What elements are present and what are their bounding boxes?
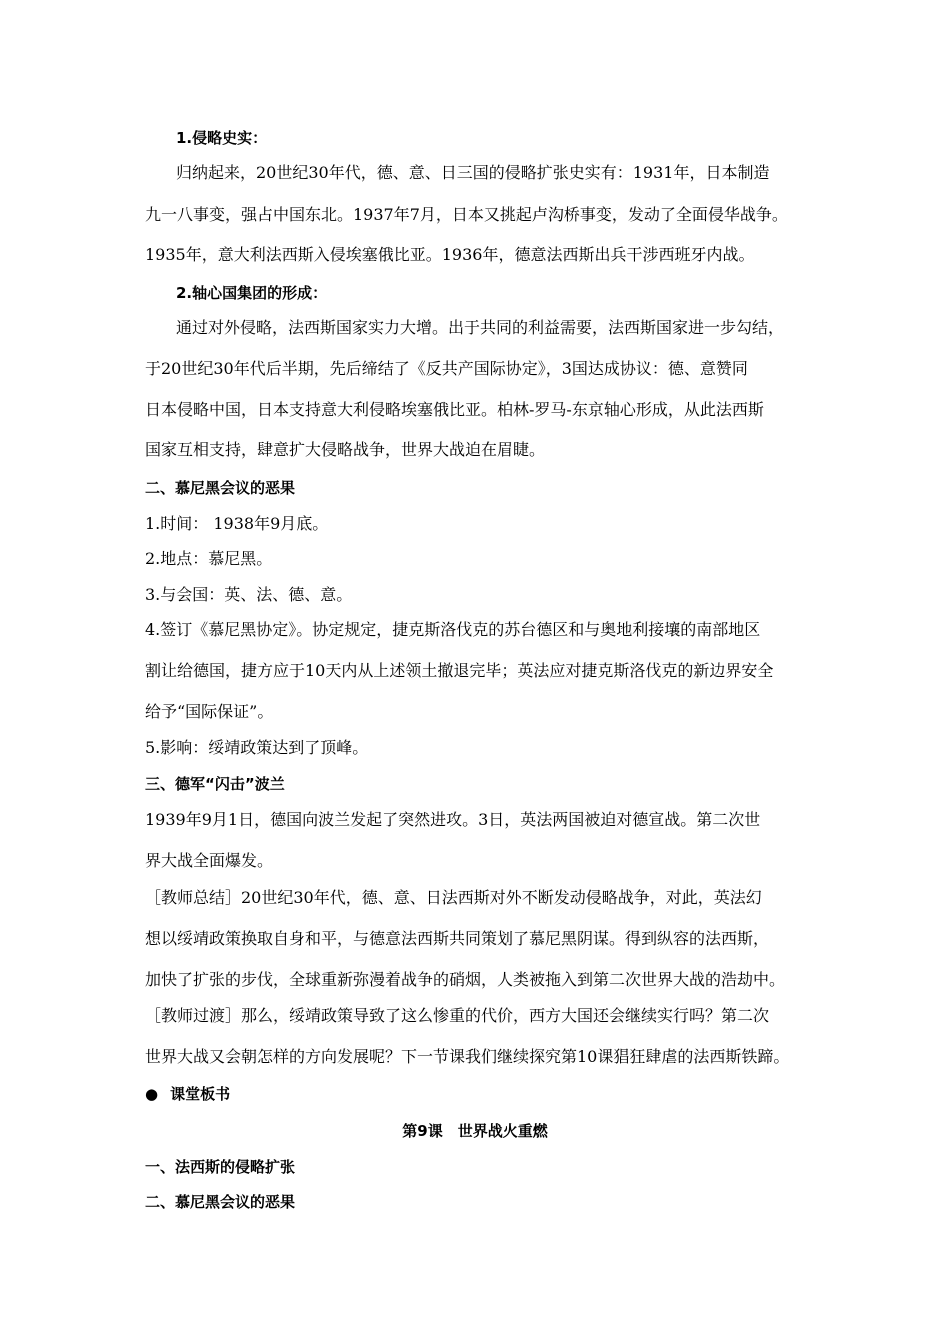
section-heading-munich: 二、慕尼黑会议的恶果 — [145, 479, 296, 497]
section-heading-blitz: 三、德军“闪击”波兰 — [145, 775, 285, 793]
list-item: 3.与会国：英、法、德、意。 — [145, 585, 353, 604]
paragraph-line: 通过对外侵略，法西斯国家实力大增。出于共同的利益需要，法西斯国家进一步勾结， — [176, 318, 785, 337]
board-item: 一、法西斯的侵略扩张 — [145, 1158, 296, 1176]
board-item: 二、慕尼黑会议的恶果 — [145, 1193, 296, 1211]
list-item: 2.地点：慕尼黑。 — [145, 549, 273, 568]
paragraph-line: 国家互相支持，肆意扩大侵略战争，世界大战迫在眉睫。 — [145, 440, 546, 459]
paragraph-line: 日本侵略中国，日本支持意大利侵略埃塞俄比亚。柏林-罗马-东京轴心形成，从此法西斯 — [145, 400, 764, 419]
subsection-heading-aggression: 1.侵略史实： — [176, 129, 268, 147]
list-item: 1.时间： 1938年9月底。 — [145, 514, 329, 533]
board-title: 第9课 世界战火重燃 — [402, 1122, 548, 1140]
teacher-summary-line: 加快了扩张的步伐，全球重新弥漫着战争的硝烟，人类被拖入到第二次世界大战的浩劫中。 — [145, 970, 786, 989]
paragraph-line: 于20世纪30年代后半期，先后缔结了《反共产国际协定》，3国达成协议：德、意赞同 — [145, 359, 748, 378]
list-item: 5.影响：绥靖政策达到了顶峰。 — [145, 738, 369, 757]
teacher-summary-line: 想以绥靖政策换取自身和平，与德意法西斯共同策划了慕尼黑阴谋。得到纵容的法西斯， — [145, 929, 770, 948]
paragraph-line: 界大战全面爆发。 — [145, 851, 274, 870]
subsection-heading-axis: 2.轴心国集团的形成： — [176, 284, 328, 302]
board-heading-text: 课堂板书 — [170, 1085, 231, 1103]
teacher-transition-line: ［教师过渡］那么，绥靖政策导致了这么惨重的代价，西方大国还会继续实行吗？第二次 — [145, 1006, 770, 1025]
paragraph-line: 归纳起来，20世纪30年代，德、意、日三国的侵略扩张史实有：1931年，日本制造 — [176, 163, 770, 182]
list-item-continuation: 给予“国际保证”。 — [145, 702, 274, 721]
list-item: 4.签订《慕尼黑协定》。协定规定，捷克斯洛伐克的苏台德区和与奥地利接壤的南部地区 — [145, 620, 761, 639]
paragraph-line: 九一八事变，强占中国东北。1937年7月，日本又挑起卢沟桥事变，发动了全面侵华战争。 — [145, 205, 788, 224]
list-item-continuation: 割让给德国，捷方应于10天内从上述领土撤退完毕；英法应对捷克斯洛伐克的新边界安全 — [145, 661, 774, 680]
bullet-icon: ● — [145, 1085, 159, 1103]
paragraph-line: 1939年9月1日，德国向波兰发起了突然进攻。3日，英法两国被迫对德宣战。第二次世 — [145, 810, 761, 829]
teacher-transition-line: 世界大战又会朝怎样的方向发展呢？下一节课我们继续探究第10课猖狂肆虐的法西斯铁蹄。 — [145, 1047, 790, 1066]
teacher-summary-line: ［教师总结］20世纪30年代，德、意、日法西斯对外不断发动侵略战争，对此，英法幻 — [145, 888, 762, 907]
board-section-heading — [145, 1084, 815, 1104]
paragraph-line: 1935年，意大利法西斯入侵埃塞俄比亚。1936年，德意法西斯出兵干涉西班牙内战。 — [145, 245, 755, 264]
